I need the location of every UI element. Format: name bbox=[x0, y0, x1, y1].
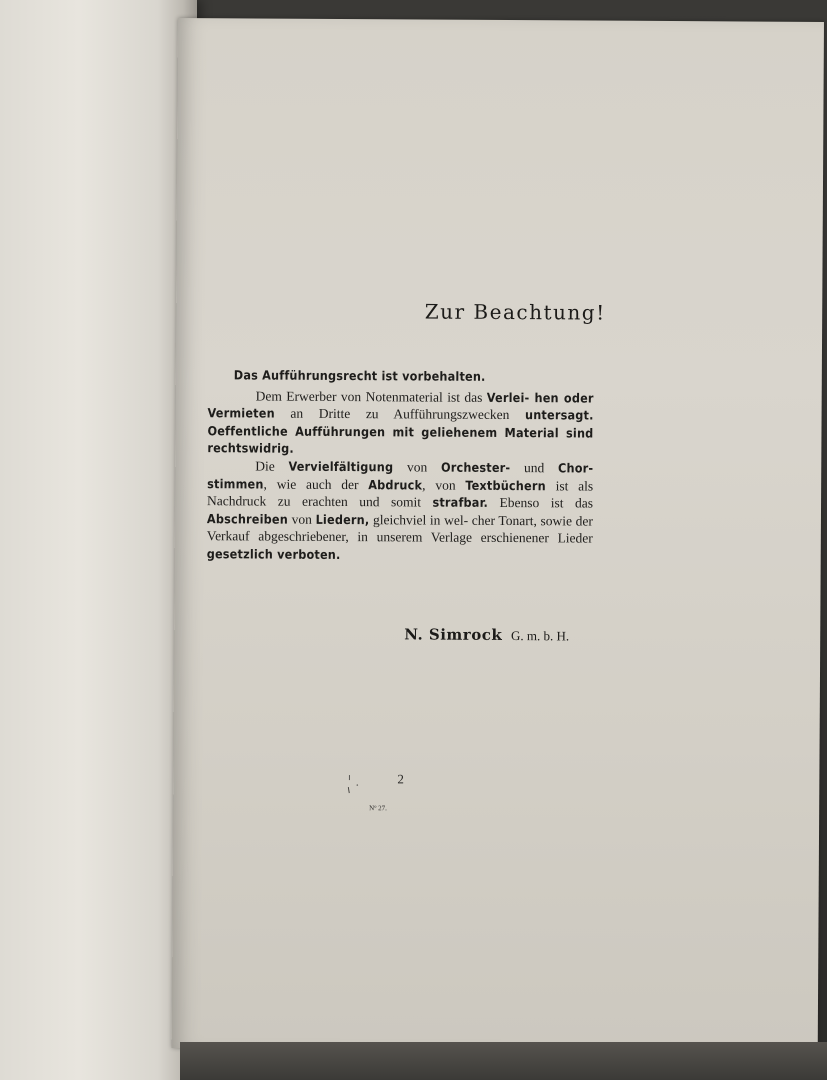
paragraph2-run: gleichviel in wel- cher Tonart, sowie der Verkauf abgeschriebener, in unserem Verlage erschienener Lieder bbox=[206, 511, 593, 546]
ink-specks bbox=[345, 773, 359, 797]
publisher-suffix: G. m. b. H. bbox=[511, 628, 570, 644]
paragraph2-run: gesetzlich verboten. bbox=[206, 546, 341, 562]
paragraph2-run: Ebenso ist das bbox=[488, 495, 594, 511]
paragraph2-run: Liedern, bbox=[315, 511, 370, 527]
table-surface bbox=[180, 1042, 827, 1080]
paragraph2-run: , wie auch der bbox=[263, 476, 369, 492]
paragraph2-run: von bbox=[393, 459, 442, 475]
publisher-name: N. Simrock bbox=[404, 625, 503, 644]
notice-heading: Das Aufführungsrecht ist vorbehalten. bbox=[233, 367, 486, 384]
paragraph2-run: Chor- stimmen bbox=[207, 460, 594, 492]
paragraph2-run: Abdruck bbox=[368, 476, 423, 493]
book-page bbox=[172, 18, 824, 1052]
notice-paragraph-1 bbox=[207, 387, 593, 460]
paragraph1-run: Dem Erwerber von Notenmaterial ist das bbox=[255, 388, 487, 405]
paragraph2-run: ist als Nachdruck zu erachten und somit bbox=[207, 477, 594, 510]
paragraph2-run: Vervielfältigung bbox=[288, 458, 394, 475]
paragraph2-run: und bbox=[510, 460, 559, 476]
publisher-signature bbox=[404, 625, 569, 644]
notice-body bbox=[207, 366, 594, 565]
notice-paragraph-2 bbox=[207, 457, 594, 565]
left-page-edge bbox=[0, 0, 197, 1080]
paragraph2-run: Textbüchern bbox=[465, 477, 546, 493]
paragraph2-run: , von bbox=[422, 477, 466, 493]
plate-number: Nº 27. bbox=[369, 804, 387, 813]
page-number: 2 bbox=[397, 771, 404, 787]
notice-title: Zur Beachtung! bbox=[424, 299, 606, 325]
paragraph2-run: Orchester- bbox=[440, 459, 511, 476]
paragraph1-run: Verlei- hen oder Vermieten bbox=[207, 389, 594, 421]
paragraph2-run: strafbar. bbox=[432, 494, 489, 511]
paragraph1-run: an Dritte zu Aufführungszwecken bbox=[274, 405, 526, 423]
paragraph2-run: Abschreiben bbox=[206, 510, 289, 527]
paragraph2-run: von bbox=[287, 511, 316, 527]
paragraph2-run: Die bbox=[255, 458, 289, 474]
paragraph1-run: untersagt. Oeffentliche Aufführungen mit geliehenem Material sind rechtswidrig. bbox=[207, 407, 594, 457]
